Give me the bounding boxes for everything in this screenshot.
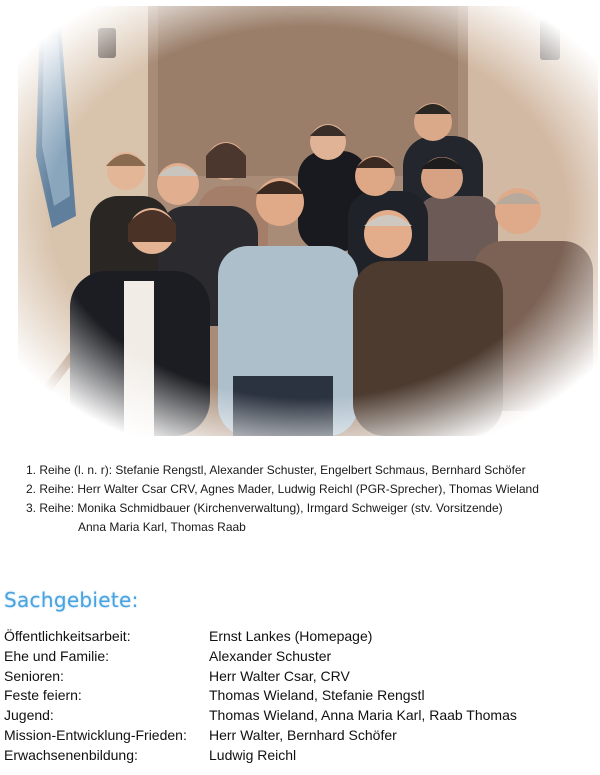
list-item	[4, 647, 596, 667]
area-responsible: Thomas Wieland, Stefanie Rengstl	[209, 687, 425, 704]
list-item	[4, 746, 596, 766]
list-item	[4, 706, 596, 726]
area-responsible: Thomas Wieland, Anna Maria Karl, Raab Thomas	[209, 707, 517, 724]
group-photo	[18, 6, 598, 436]
wall-lamp-left	[98, 28, 116, 58]
area-label: Senioren:	[4, 667, 64, 684]
area-label: Mission-Entwicklung-Frieden:	[4, 726, 187, 743]
photo-caption	[26, 461, 586, 537]
caption-row-1: 1. Reihe (l. n. r): Stefanie Rengstl, Alexander Schuster, Engelbert Schmaus, Bernhard Schöfer	[26, 463, 526, 477]
section-title: Sachgebiete:	[4, 588, 139, 612]
area-label: Feste feiern:	[4, 687, 82, 704]
area-label: Öffentlichkeitsarbeit:	[4, 628, 131, 644]
area-label: Jugend:	[4, 707, 54, 724]
list-item	[4, 686, 596, 706]
area-responsible: Alexander Schuster	[209, 647, 332, 664]
area-responsible: Herr Walter, Bernhard Schöfer	[209, 726, 397, 743]
list-item	[4, 726, 596, 746]
area-responsible: Herr Walter Csar, CRV	[209, 667, 350, 684]
wall-lamp-right	[540, 20, 560, 60]
responsibility-list	[4, 627, 596, 766]
list-item	[4, 627, 596, 647]
caption-row-2: 2. Reihe: Herr Walter Csar CRV, Agnes Mader, Ludwig Reichl (PGR-Sprecher), Thomas Wieland	[26, 482, 539, 496]
caption-row-3-continued: Anna Maria Karl, Thomas Raab	[78, 520, 246, 534]
area-responsible: Ludwig Reichl	[209, 746, 297, 763]
caption-row-3: 3. Reihe: Monika Schmidbauer (Kirchenverwaltung), Irmgard Schweiger (stv. Vorsitzende)	[26, 501, 503, 515]
area-responsible: Ernst Lankes (Homepage)	[209, 628, 373, 644]
area-label: Ehe und Familie:	[4, 647, 110, 664]
area-label: Erwachsenenbildung:	[4, 746, 138, 763]
list-item	[4, 667, 596, 687]
